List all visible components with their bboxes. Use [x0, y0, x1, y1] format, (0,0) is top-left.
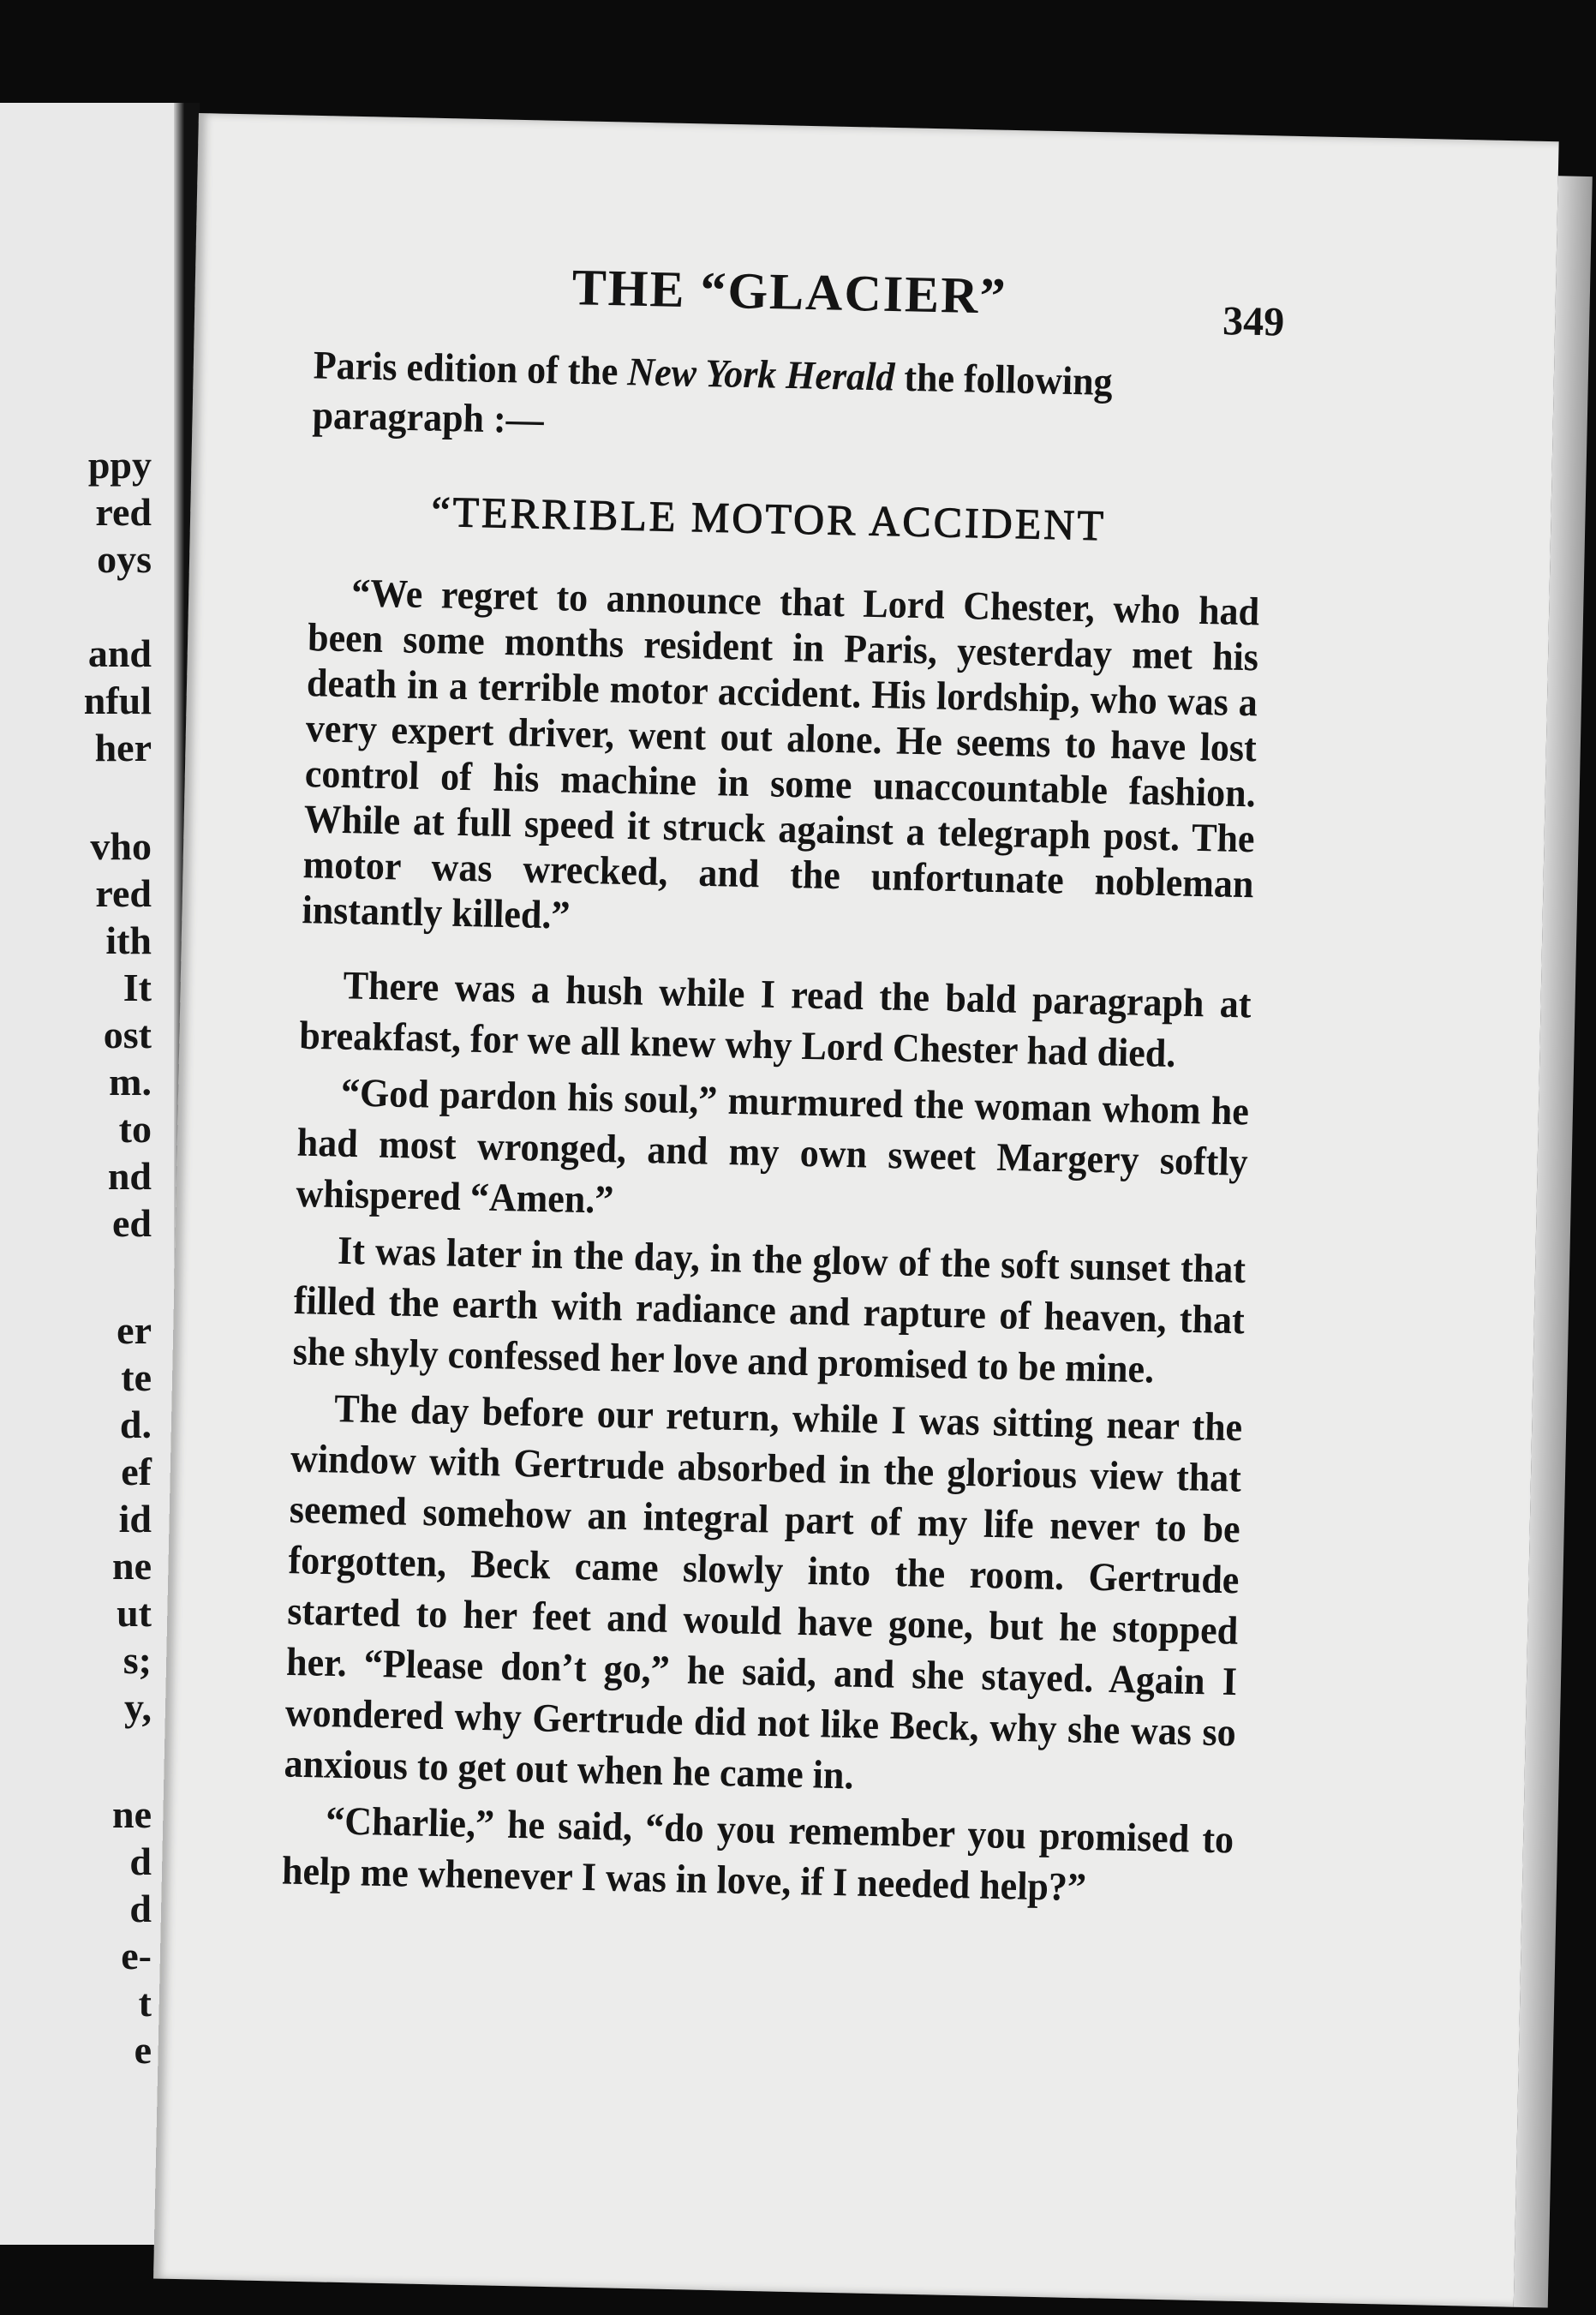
running-head: THE “GLACIER”: [571, 259, 1008, 325]
left-page-fragment: nd: [107, 1154, 152, 1198]
page-number: 349: [1222, 298, 1285, 345]
intro-text-before: Paris edition of the: [313, 343, 628, 394]
left-page-fragment: ith: [105, 918, 152, 962]
left-page-fragment: ut: [117, 1591, 152, 1635]
left-page-fragment: m.: [109, 1060, 152, 1104]
paragraph: It was later in the day, in the glow of the soft sunset that filled the earth with radiance and rapture of heaven, that she shyly confessed her love and promised to be mine.: [292, 1228, 1246, 1392]
paragraph: “Charlie,” he said, “do you remember you promised to help me whenever I was in love, if I needed help?”: [281, 1798, 1234, 1910]
left-page-fragment: red: [95, 871, 152, 915]
left-page-fragment: oys: [97, 537, 152, 581]
left-page-fragment: d: [129, 1839, 152, 1883]
paragraph: “God pardon his soul,” murmured the woman whom he had most wronged, and my own sweet Margery softly whispered “Amen.”: [296, 1069, 1250, 1223]
intro-text-after: the following paragraph :—: [312, 355, 1114, 442]
article-heading: “TERRIBLE MOTOR ACCIDENT: [430, 487, 1107, 550]
left-page-fragment: d.: [119, 1403, 152, 1446]
left-page-fragment: ost: [103, 1013, 152, 1056]
left-page-fragment: vho: [90, 824, 152, 868]
left-page-fragment: red: [95, 490, 152, 534]
left-page-fragment: and: [87, 631, 152, 675]
left-page-fragment: er: [117, 1308, 152, 1352]
left-page-fragment: t: [138, 1981, 152, 2025]
book-page: [153, 113, 1559, 2307]
newspaper-title: New York Herald: [626, 349, 896, 400]
left-page-fragment: id: [118, 1497, 152, 1540]
left-page-fragment: ne: [112, 1792, 152, 1836]
left-page-fragment: ef: [121, 1450, 152, 1493]
left-page-fragment: e-: [121, 1934, 152, 1977]
left-page-fragment: ed: [112, 1201, 152, 1245]
previous-page: [0, 103, 184, 2245]
left-page-fragment: ne: [112, 1544, 152, 1588]
left-page-fragment: te: [121, 1355, 152, 1399]
body-text: [281, 960, 1252, 1922]
left-page-fragment: her: [94, 726, 152, 769]
left-page-fragment: d: [129, 1887, 152, 1930]
left-page-fragment: It: [123, 966, 152, 1009]
left-page-fragment: y,: [124, 1685, 152, 1729]
left-page-fragment: e: [134, 2028, 152, 2072]
paragraph: There was a hush while I read the bald paragraph at breakfast, for we all knew why Lord Chester had died.: [298, 962, 1252, 1076]
left-page-fragment: nful: [83, 679, 152, 722]
quoted-article: “We regret to announce that Lord Chester, who had been some months resident in Paris, yesterday met his death in a terrible motor accident. His lordship, who was a very expert driver, went out alone. He seems to have lost control of his machine in some unaccountable fashion. While at full speed it struck against a telegraph post. The motor was wrecked, and the unfortunate nobleman instantly killed.”: [302, 570, 1260, 938]
left-page-fragment: ppy: [87, 443, 152, 487]
paragraph: The day before our return, while I was sitting near the window with Gertrude absorbed in the glorious view that seemed somehow an integral part of my life never to be forgotten, Beck came slowly into the room. Gertrude started to her feet and would have gone, but he stopped her. “Please don’t go,” he said, and she stayed. Again I wondered why Gertrude did not like Beck, why she was so anxious to get out when he came in.: [284, 1385, 1243, 1798]
left-page-fragment: to: [118, 1107, 152, 1151]
page-edge: [1514, 176, 1593, 2307]
left-page-fragment: s;: [123, 1638, 152, 1682]
intro-paragraph: [312, 340, 1264, 460]
